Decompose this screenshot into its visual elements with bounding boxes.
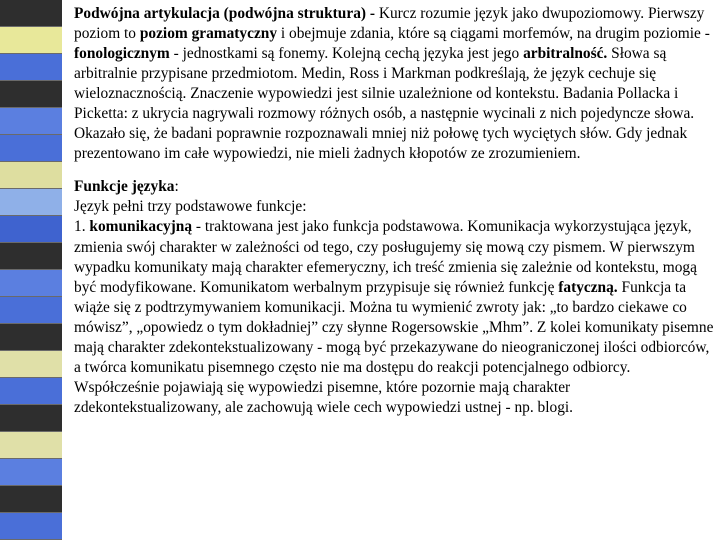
- text-run: :: [174, 178, 179, 196]
- strip-cell: [0, 378, 62, 405]
- strip-cell: [0, 243, 62, 270]
- decorative-color-strip: [0, 0, 62, 540]
- strip-cell: [0, 459, 62, 486]
- list-number: 1.: [74, 218, 90, 236]
- section-heading-language-functions: Funkcje języka: [74, 178, 175, 196]
- strip-cell: [0, 513, 62, 540]
- text-run: Kurcz rozumie język jako dwupoziomowy. Pierwszy poziom to: [74, 5, 705, 43]
- text-run: - traktowana jest jako funkcja podstawowa. Komunikacja wykorzystująca język, zmienia swój charakter w zależności od tego, czy posługujemy się mową czy pismem. W pierwszym wypadku komunikaty mają charakter efemeryczny, ich treść zmienia się zależnie od kontekstu, mogą być modyfikowane. Komunikatom werbalnym przypisuje się również funkcję: [74, 218, 697, 296]
- text-run: Słowa są arbitralnie przypisane przedmiotom. Medin, Ross i Markman podkreślają, że język cechuje się wieloznacznością. Znaczenie wypowiedzi jest silnie uzależnione od kontekstu. Badania Pollacka i Picketta: z ukrycia nagrywali rozmowy różnych osób, a następnie wycinali z nich pojedyncze słowa. Okazało się, że badani poprawnie rozpoznawali mniej niż połowę tych wyciętych słów. Gdy jednak prezentowano im całe wypowiedzi, nie mieli żadnych kłopotów ze zrozumieniem.: [74, 45, 695, 163]
- strip-cell: [0, 135, 62, 162]
- paragraph-language-functions: [74, 177, 716, 418]
- strip-cell: [0, 81, 62, 108]
- text-run: Funkcja ta wiąże się z podtrzymywaniem komunikacji. Można tu wymienić zwroty jak: „to bardzo ciekawe co mówisz”, „opowiedz o tym dokładniej” czy słynne Rogersowskie „Mhm”. Z kolei komunikaty pisemne mają charakter zdekontekstualizowany - mogą być przekazywane do nieograniczonej ilości odbiorców, a twórca komunikatu pisemnego często nie ma dostępu do reakcji potencjalnego odbiorcy. Współcześnie pojawiają się wypowiedzi pisemne, które pozornie mają charakter zdekontekstualizowany, ale zachowują wiele cech wypowiedzi ustnej - np. blogi.: [74, 278, 714, 416]
- term-double-articulation: Podwójna artykulacja (podwójna struktura) -: [74, 5, 379, 22]
- paragraph-double-articulation: [74, 4, 716, 164]
- paragraph-gap: [74, 164, 716, 177]
- term-grammatical-level: poziom gramatyczny: [139, 25, 278, 43]
- strip-cell: [0, 27, 62, 54]
- strip-cell: [0, 189, 62, 216]
- text-run: i obejmuje zdania, które są ciągami morfemów, na drugim poziomie -: [277, 25, 710, 43]
- strip-cell: [0, 0, 62, 27]
- term-phatic: fatyczną.: [558, 278, 618, 296]
- text-run: - jednostkami są fonemy. Kolejną cechą języka jest jego: [169, 45, 524, 63]
- term-phonological: fonologicznym: [74, 45, 170, 63]
- strip-cell: [0, 297, 62, 324]
- strip-cell: [0, 216, 62, 243]
- slide-text: [74, 4, 716, 418]
- strip-cell: [0, 405, 62, 432]
- functions-intro: Język pełni trzy podstawowe funkcje:: [74, 198, 307, 216]
- strip-cell: [0, 351, 62, 378]
- strip-cell: [0, 324, 62, 351]
- term-arbitrariness: arbitralność.: [523, 45, 608, 63]
- strip-cell: [0, 54, 62, 81]
- strip-cell: [0, 162, 62, 189]
- strip-cell: [0, 270, 62, 297]
- strip-cell: [0, 432, 62, 459]
- strip-cell: [0, 108, 62, 135]
- strip-cell: [0, 486, 62, 513]
- term-communicative: komunikacyjną: [89, 218, 193, 236]
